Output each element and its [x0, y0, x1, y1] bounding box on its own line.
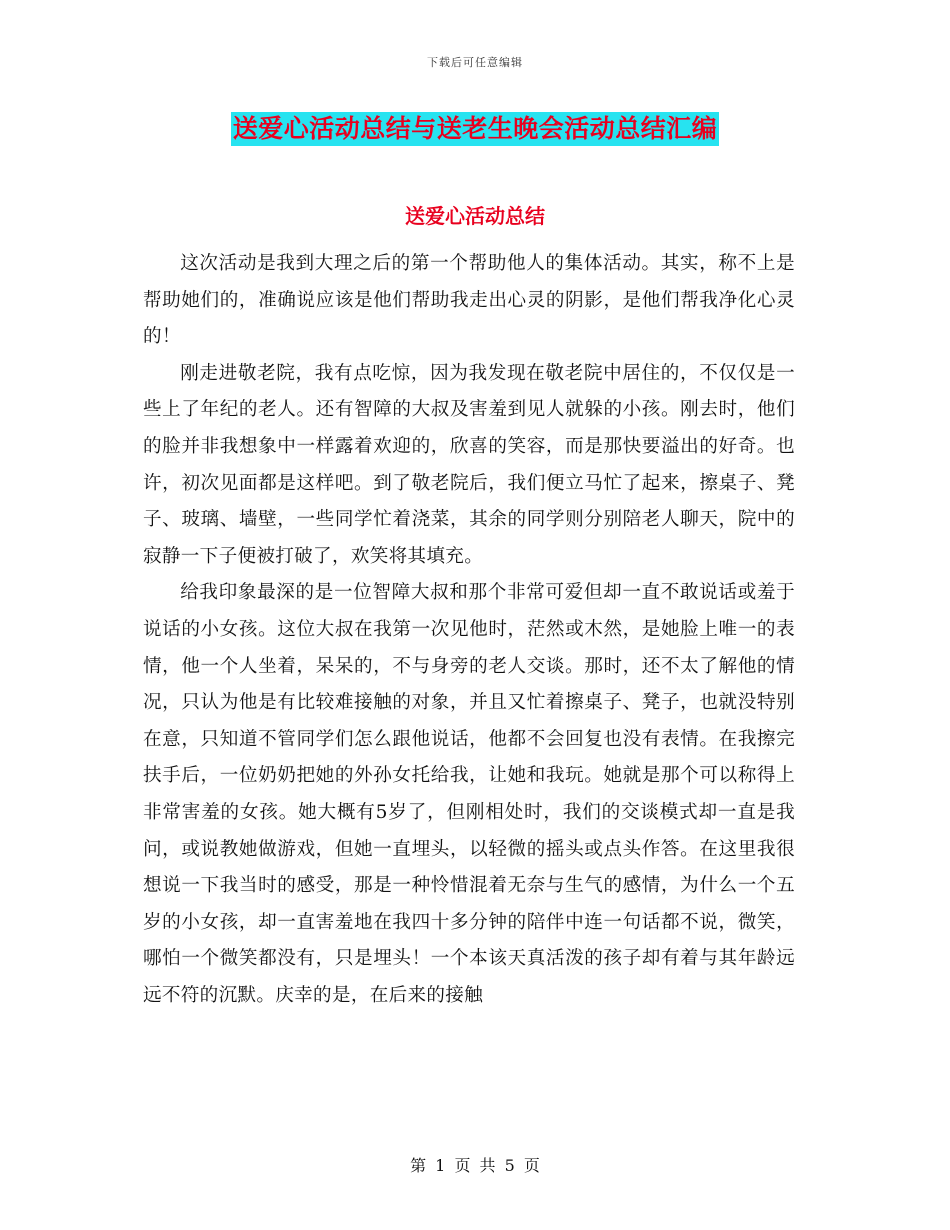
title-container [0, 112, 950, 146]
section-title: 送爱心活动总结 [405, 204, 545, 228]
paragraph: 给我印象最深的是一位智障大叔和那个非常可爱但却一直不敢说话或羞于说话的小女孩。这位大叔在我第一次见他时，茫然或木然，是她脸上唯一的表情，他一个人坐着，呆呆的，不与身旁的老人交谈。那时，还不太了解他的情况，只认为他是有比较难接触的对象，并且又忙着擦桌子、凳子，也就没特别在意，只知道不管同学们怎么跟他说话，他都不会回复也没有表情。在我擦完扶手后，一位奶奶把她的外孙女托给我，让她和我玩。她就是那个可以称得上非常害羞的女孩。她大概有5岁了，但刚相处时，我们的交谈模式却一直是我问，或说教她做游戏，但她一直埋头，以轻微的摇头或点头作答。在这里我很想说一下我当时的感受，那是一种怜惜混着无奈与生气的感情，为什么一个五岁的小女孩，却一直害羞地在我四十多分钟的陪伴中连一句话都不说，微笑，哪怕一个微笑都没有，只是埋头！一个本该天真活泼的孩子却有着与其年龄远远不符的沉默。庆幸的是，在后来的接触 [143, 582, 795, 1006]
page-header-note: 下载后可任意编辑 [427, 56, 523, 69]
page-number-footer: 第 1 页 共 5 页 [410, 1156, 540, 1175]
paragraph: 这次活动是我到大理之后的第一个帮助他人的集体活动。其实，称不上是帮助她们的，准确说应该是他们帮助我走出心灵的阴影，是他们帮我净化心灵的！ [143, 253, 795, 348]
document-title: 送爱心活动总结与送老生晚会活动总结汇编 [231, 112, 720, 146]
document-body [143, 246, 795, 1014]
paragraph: 刚走进敬老院，我有点吃惊，因为我发现在敬老院中居住的，不仅仅是一些上了年纪的老人。还有智障的大叔及害羞到见人就躲的小孩。刚去时，他们的脸并非我想象中一样露着欢迎的，欣喜的笑容，而是那快要溢出的好奇。也许，初次见面都是这样吧。到了敬老院后，我们便立马忙了起来，擦桌子、凳子、玻璃、墙壁，一些同学忙着浇菜，其余的同学则分别陪老人聊天，院中的寂静一下子便被打破了，欢笑将其填充。 [143, 362, 795, 567]
